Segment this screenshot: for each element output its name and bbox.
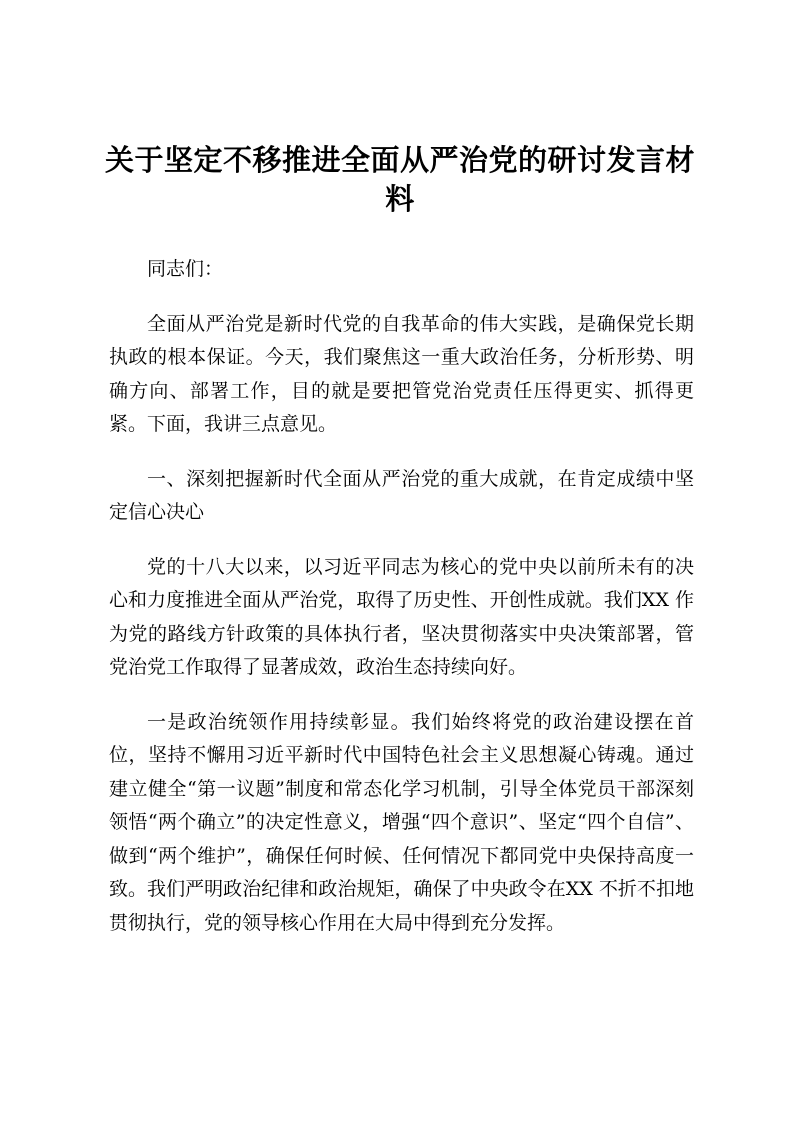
intro-paragraph: 全面从严治党是新时代党的自我革命的伟大实践，是确保党长期执政的根本保证。今天，我们聚焦这一重大政治任务，分析形势、明确方向、部署工作，目的就是要把管党治党责任压得更实、抓得更紧。下面，我讲三点意见。 bbox=[109, 312, 694, 435]
salutation: 同志们： bbox=[147, 258, 224, 280]
section-heading-1: 一、深刻把握新时代全面从严治党的重大成就，在肯定成绩中坚定信心决心 bbox=[109, 467, 694, 523]
document-body bbox=[109, 253, 694, 961]
body-paragraph: 一是政治统领作用持续彰显。我们始终将党的政治建设摆在首位，坚持不懈用习近平新时代中国特色社会主义思想凝心铸魂。通过建立健全“第一议题”制度和常态化学习机制，引导全体党员干部深刻领悟“两个确立”的决定性意义，增强“四个意识”、坚定“四个自信”、做到“两个维护”，确保任何时候、任何情况下都同党中央保持高度一致。我们严明政治纪律和政治规矩，确保了中央政令在XX 不折不扣地贯彻执行，党的领导核心作用在大局中得到充分发挥。 bbox=[109, 710, 694, 934]
body-paragraph: 党的十八大以来，以习近平同志为核心的党中央以前所未有的决心和力度推进全面从严治党，取得了历史性、开创性成就。我们XX 作为党的路线方针政策的具体执行者，坚决贯彻落实中央决策部署，管党治党工作取得了显著成效，政治生态持续向好。 bbox=[109, 555, 694, 678]
document-title: 关于坚定不移推进全面从严治党的研讨发言材料 bbox=[104, 143, 695, 216]
